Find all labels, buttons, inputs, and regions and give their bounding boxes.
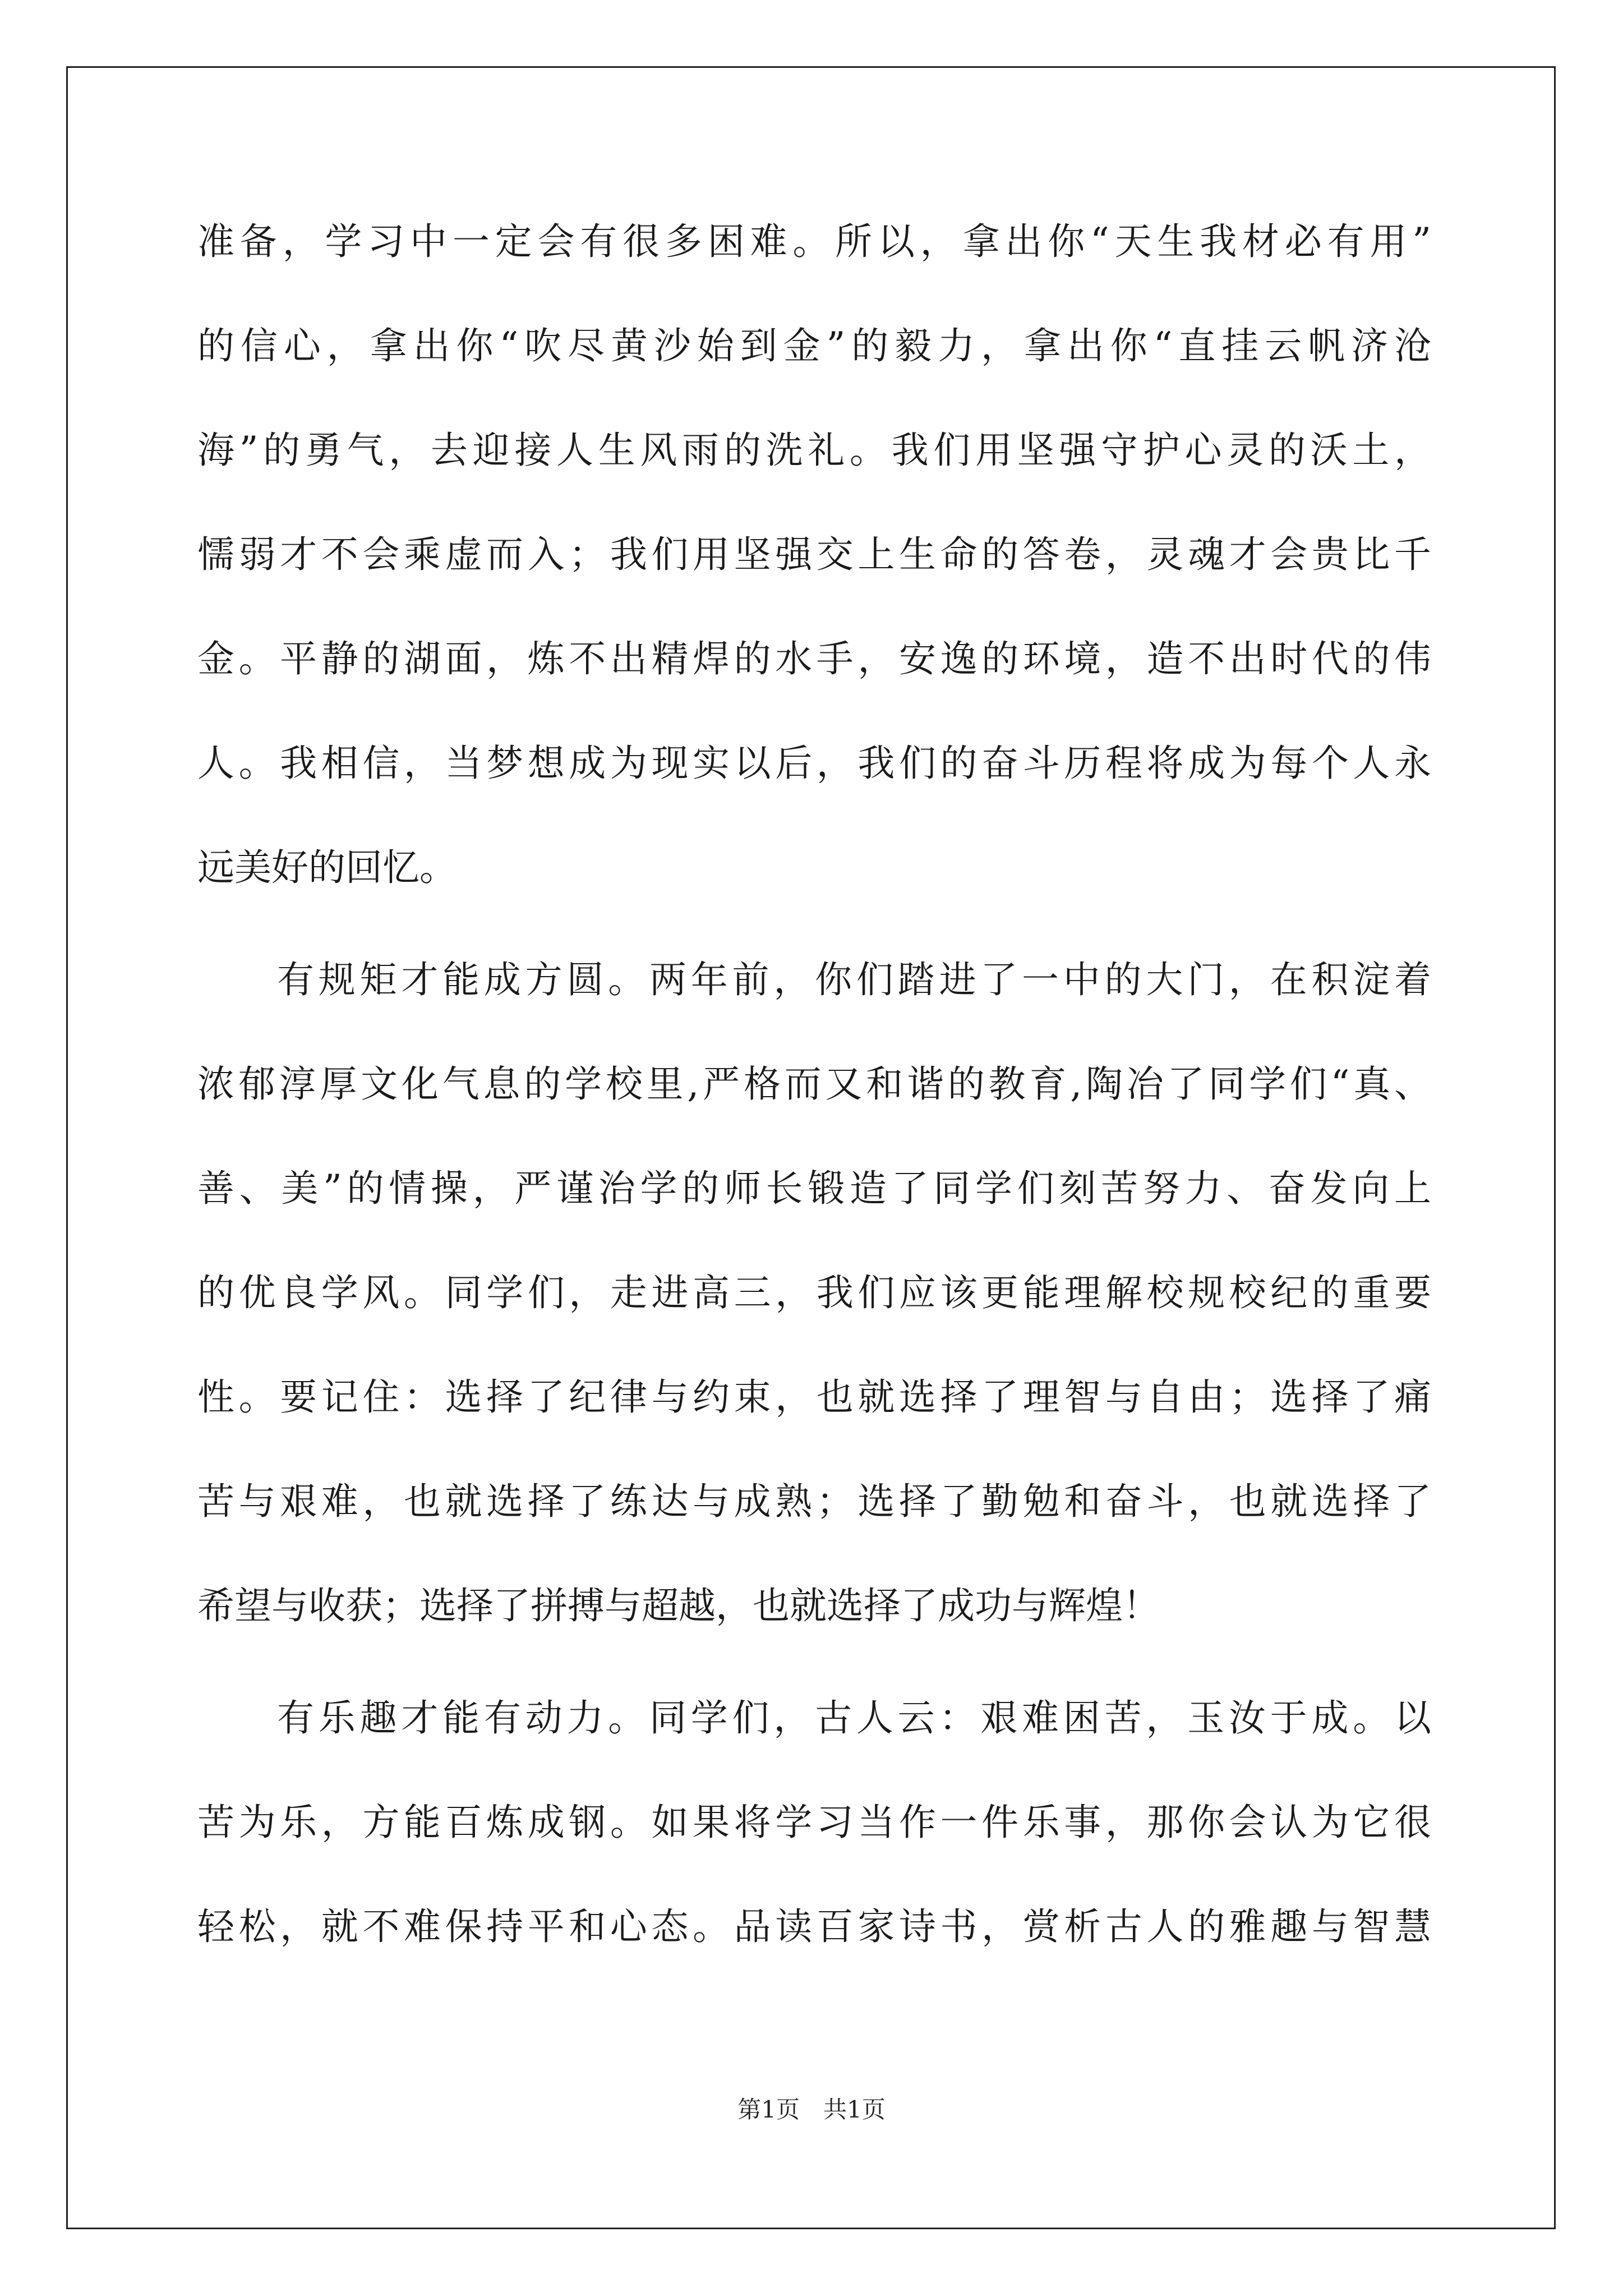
paragraph	[197, 1666, 1431, 1979]
text-line: 有规矩才能成方圆。两年前，你们踏进了一中的大门，在积淀着	[277, 958, 1431, 1001]
paragraph	[197, 928, 1431, 1658]
text-line: 浓郁淳厚文化气息的学校里,严格而又和谐的教育,陶冶了同学们“真、	[197, 1062, 1431, 1106]
paragraph-spacer	[197, 920, 1431, 928]
document-body	[197, 190, 1431, 1979]
text-line: 希望与收获；选择了拼搏与超越，也就选择了成功与辉煌！	[197, 1584, 1160, 1627]
text-line: 苦与艰难，也就选择了练达与成熟；选择了勤勉和奋斗，也就选择了	[197, 1480, 1431, 1523]
text-line: 海”的勇气，去迎接人生风雨的洗礼。我们用坚强守护心灵的沃土，	[197, 429, 1431, 472]
text-line: 人。我相信，当梦想成为现实以后，我们的奋斗历程将成为每个人永	[197, 742, 1431, 785]
text-line: 苦为乐，方能百炼成钢。如果将学习当作一件乐事，那你会认为它很	[197, 1801, 1431, 1844]
text-line: 金。平静的湖面，炼不出精焊的水手，安逸的环境，造不出时代的伟	[197, 637, 1431, 680]
paragraph-spacer	[197, 1658, 1431, 1666]
paragraph	[197, 190, 1431, 920]
text-line: 的信心，拿出你“吹尽黄沙始到金”的毅力，拿出你“直挂云帆济沧	[197, 324, 1431, 367]
text-line: 性。要记住：选择了纪律与约束，也就选择了理智与自由；选择了痛	[197, 1375, 1431, 1419]
text-line: 有乐趣才能有动力。同学们，古人云：艰难困苦，玉汝于成。以	[277, 1696, 1431, 1740]
text-line: 轻松，就不难保持平和心态。品读百家诗书，赏析古人的雅趣与智慧	[197, 1905, 1431, 1948]
text-line: 的优良学风。同学们，走进高三，我们应该更能理解校规校纪的重要	[197, 1271, 1431, 1314]
text-line: 善、美”的情操，严谨治学的师长锻造了同学们刻苦努力、奋发向上	[197, 1167, 1431, 1210]
text-line: 准备，学习中一定会有很多困难。所以，拿出你“天生我材必有用”	[197, 220, 1431, 263]
text-line: 懦弱才不会乘虚而入；我们用坚强交上生命的答卷，灵魂才会贵比千	[197, 533, 1431, 576]
text-line: 远美好的回忆。	[197, 846, 457, 889]
page-number-footer: 第1页 共1页	[737, 2096, 886, 2123]
